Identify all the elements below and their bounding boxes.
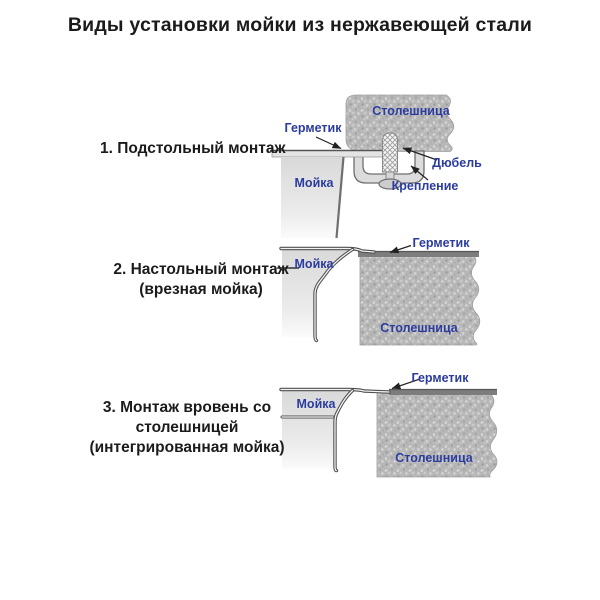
fastener-label: Крепление: [391, 179, 459, 193]
sink-label-2: Мойка: [294, 257, 334, 271]
sink-label-1: Мойка: [294, 176, 334, 190]
countertop-label-2: Столешница: [380, 321, 458, 335]
section-3-heading-note: (интегрированная мойка): [89, 439, 285, 456]
section-2-heading: 2. Настольный монтаж: [113, 261, 289, 278]
sealant-arrow-1: [316, 137, 341, 149]
sink-rim-flange: [272, 151, 383, 158]
sealant-label-1: Герметик: [284, 121, 342, 135]
sink-bowl-1: [281, 158, 343, 238]
dowel-plug: [383, 133, 398, 172]
sink-label-3: Мойка: [296, 397, 336, 411]
section-3-heading: 3. Монтаж вровень со столешницей: [102, 399, 272, 436]
dowel-label: Дюбель: [432, 156, 482, 170]
sealant-label-2: Герметик: [412, 236, 470, 250]
countertop-label-1: Столешница: [372, 104, 450, 118]
page-title: Виды установки мойки из нержавеющей стали: [67, 14, 533, 36]
sealant-label-3: Герметик: [411, 371, 469, 385]
section-1-heading: 1. Подстольный монтаж: [100, 140, 286, 157]
countertop-label-3: Столешница: [395, 451, 473, 465]
section-2-heading-note: (врезная мойка): [139, 281, 263, 298]
